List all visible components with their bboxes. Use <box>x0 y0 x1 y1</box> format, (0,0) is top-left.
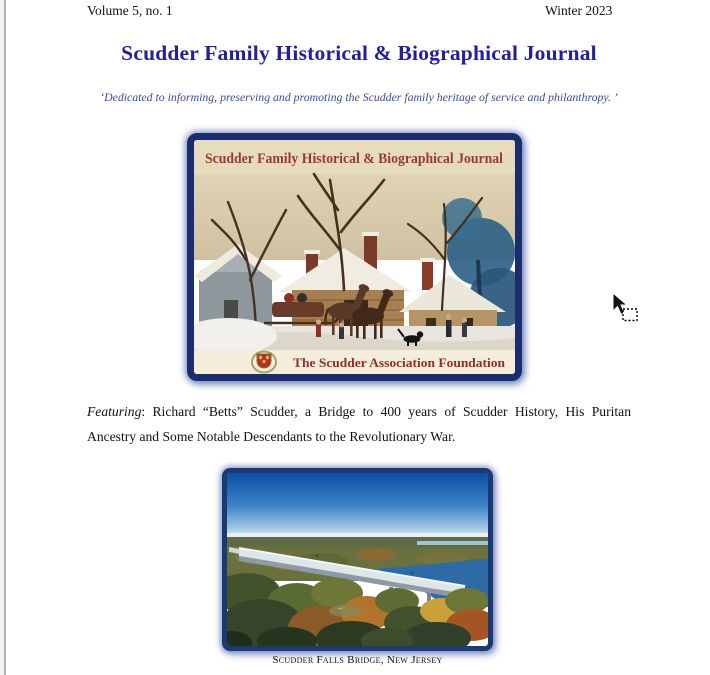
cover-image <box>187 133 522 381</box>
journal-motto: ‘Dedicated to informing, preserving and promoting the Scudder family heritage of service and philanthropy. ’ <box>100 90 618 104</box>
volume-label: Volume 5, no. 1 <box>87 3 173 18</box>
page-edge-line <box>4 0 6 675</box>
selection-box-icon <box>623 309 637 321</box>
feature-body-text: : Richard “Betts” Scudder, a Bridge to 400 years of Scudder History, His Puritan Ancestry and Some Notable Descendants to the Revolutionary War. <box>87 404 631 444</box>
feature-lead-in: Featuring <box>87 404 142 419</box>
bridge-caption: Scudder Falls Bridge, New Jersey <box>272 654 443 666</box>
cover-painting-illustration <box>194 140 515 374</box>
bridge-photo-illustration <box>227 473 488 646</box>
season-label: Winter 2023 <box>545 3 613 18</box>
cover-banner-text: Scudder Family Historical & Biographical Journal <box>205 151 503 167</box>
feature-paragraph <box>87 400 631 450</box>
mouse-cursor <box>604 287 644 327</box>
journal-title: Scudder Family Historical & Biographical Journal <box>121 41 597 65</box>
bridge-photo <box>222 468 493 651</box>
foundation-banner-text: The Scudder Association Foundation <box>293 355 506 370</box>
